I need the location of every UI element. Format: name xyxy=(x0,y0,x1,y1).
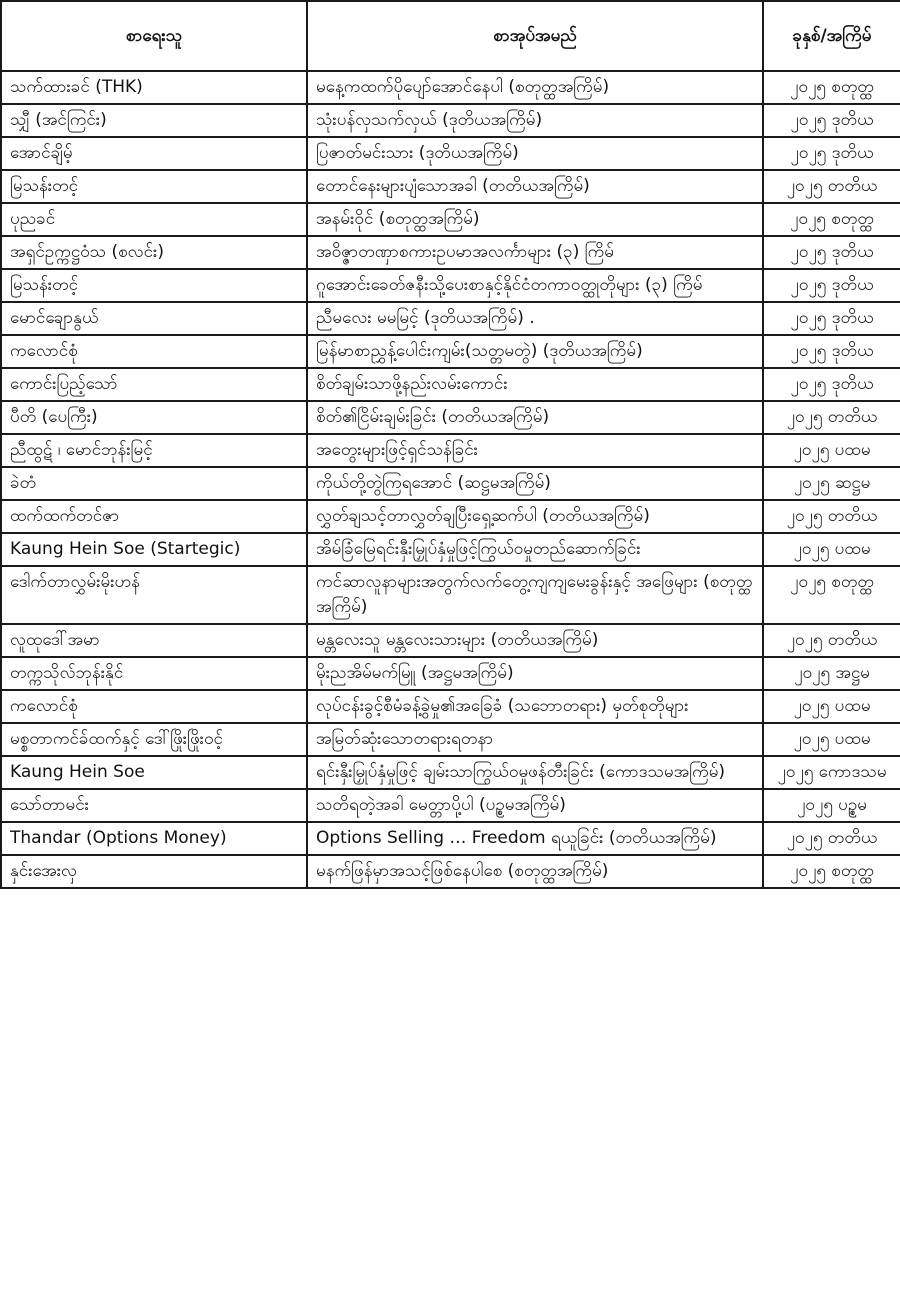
table-row xyxy=(1,302,900,335)
author-cell: အောင်ချိမ့် xyxy=(1,137,307,170)
author-cell: ထက်ထက်တင်ဇာ xyxy=(1,500,307,533)
author-cell: မြသန်းတင့် xyxy=(1,170,307,203)
author-cell: နှင်းအေးလှ xyxy=(1,855,307,888)
title-cell: လုပ်ငန်းခွင့်စီမံခန့်ခွဲမှု၏အခြေခံ (သဘောတရား) မှတ်စုတိုများ xyxy=(307,690,763,723)
table-row xyxy=(1,434,900,467)
author-cell: Thandar (Options Money) xyxy=(1,822,307,855)
year-cell: ၂၀၂၅ ဒုတိယ xyxy=(763,236,900,269)
title-column-header: စာအုပ်အမည် xyxy=(307,1,763,71)
table-row xyxy=(1,467,900,500)
year-cell: ၂၀၂၅ ဒုတိယ xyxy=(763,269,900,302)
title-cell: ကင်ဆာလူနာများအတွက်လက်တွေ့ကျကျမေးခွန်းနှင့် အဖြေများ (စတုတ္ထအကြိမ်) xyxy=(307,566,763,624)
author-cell: ပုညခင် xyxy=(1,203,307,236)
author-column-header: စာရေးသူ xyxy=(1,1,307,71)
author-cell: Kaung Hein Soe (Startegic) xyxy=(1,533,307,566)
title-cell: စိတ်ချမ်းသာဖို့နည်းလမ်းကောင်း xyxy=(307,368,763,401)
year-cell: ၂၀၂၅ ဒုတိယ xyxy=(763,368,900,401)
title-cell: စိတ်၏ငြိမ်းချမ်းခြင်း (တတိယအကြိမ်) xyxy=(307,401,763,434)
year-cell: ၂၀၂၅ ဒုတိယ xyxy=(763,137,900,170)
year-cell: ၂၀၂၅ တတိယ xyxy=(763,401,900,434)
year-cell: ၂၀၂၅ စတုတ္ထ xyxy=(763,203,900,236)
author-cell: ညီထွဋ် ၊ မောင်ဘုန်းမြင့် xyxy=(1,434,307,467)
year-column-header: ခုနှစ်/အကြိမ် xyxy=(763,1,900,71)
author-cell: မစ္စတာကင်ခ်ထက်နှင့် ဒေါ်ဖြိုးဖြိုးဝင့် xyxy=(1,723,307,756)
table-row xyxy=(1,657,900,690)
title-cell: ညီမလေး မမမြင့် (ဒုတိယအကြိမ်) . xyxy=(307,302,763,335)
year-cell: ၂၀၂၅ ဒုတိယ xyxy=(763,302,900,335)
author-cell: ခဲတံ xyxy=(1,467,307,500)
table-row xyxy=(1,170,900,203)
title-cell: အတွေးများဖြင့်ရှင်သန်ခြင်း xyxy=(307,434,763,467)
table-row xyxy=(1,368,900,401)
title-cell: မြန်မာစာညွှန့်ပေါင်းကျမ်း(သတ္တမတွဲ) (ဒုတိယအကြိမ်) xyxy=(307,335,763,368)
year-cell: ၂၀၂၅ ပထမ xyxy=(763,533,900,566)
year-cell: ၂၀၂၅ တတိယ xyxy=(763,170,900,203)
title-cell: သတိရတဲ့အခါ မေတ္တာပို့ပါ (ပဥ္စမအကြိမ်) xyxy=(307,789,763,822)
year-cell: ၂၀၂၅ ပထမ xyxy=(763,434,900,467)
author-cell: Kaung Hein Soe xyxy=(1,756,307,789)
title-cell: ပြဇာတ်မင်းသား (ဒုတိယအကြိမ်) xyxy=(307,137,763,170)
year-cell: ၂၀၂၅ စတုတ္ထ xyxy=(763,71,900,104)
author-cell: ဒေါက်တာလွှမ်းမိုးဟန် xyxy=(1,566,307,624)
title-cell: ရင်းနှီးမြှုပ်နှံမှုဖြင့် ချမ်းသာကြွယ်ဝမှုဖန်တီးခြင်း (ကောဒသမအကြိမ်) xyxy=(307,756,763,789)
author-cell: တက္ကသိုလ်ဘုန်းနိုင် xyxy=(1,657,307,690)
table-row xyxy=(1,855,900,888)
year-cell: ၂၀၂၅ တတိယ xyxy=(763,822,900,855)
table-row xyxy=(1,71,900,104)
author-cell: သျှီ (အင်ကြင်း) xyxy=(1,104,307,137)
title-cell: မန္တလေးသူ မန္တလေးသားများ (တတိယအကြိမ်) xyxy=(307,624,763,657)
year-cell: ၂၀၂၅ ပထမ xyxy=(763,690,900,723)
table-body xyxy=(1,71,900,888)
title-cell: အိမ်ခြံမြေရင်းနှီးမြှုပ်နှံမှုဖြင့်ကြွယ်ဝမှုတည်ဆောက်ခြင်း xyxy=(307,533,763,566)
year-cell: ၂၀၂၅ ပထမ xyxy=(763,723,900,756)
title-cell: ဂူအောင်းခေတ်ဇနီးသို့ပေးစာနှင့်နိုင်ငံတကာဝတ္ထုတိုများ (၃) ကြိမ် xyxy=(307,269,763,302)
year-cell: ၂၀၂၅ ဒုတိယ xyxy=(763,335,900,368)
author-cell: မောင်ချောနွယ် xyxy=(1,302,307,335)
year-cell: ၂၀၂၅ အဋ္ဌမ xyxy=(763,657,900,690)
year-cell: ၂၀၂၅ ပဥ္စမ xyxy=(763,789,900,822)
table-header xyxy=(1,1,900,71)
table-row xyxy=(1,756,900,789)
header-row xyxy=(1,1,900,71)
author-cell: ကလောင်စုံ xyxy=(1,690,307,723)
title-cell: လွှတ်ချသင့်တာလွှတ်ချပြီးရှေ့ဆက်ပါ (တတိယအကြိမ်) xyxy=(307,500,763,533)
table-row xyxy=(1,203,900,236)
title-cell: တောင်နေးများပျံသောအခါ (တတိယအကြိမ်) xyxy=(307,170,763,203)
title-cell: သုံးပန်လှသက်လှယ် (ဒုတိယအကြိမ်) xyxy=(307,104,763,137)
title-cell: အမြတ်ဆုံးသောတရားရတနာ xyxy=(307,723,763,756)
author-cell: လူထုဒေါ်အမာ xyxy=(1,624,307,657)
table-row xyxy=(1,269,900,302)
year-cell: ၂၀၂၅ တတိယ xyxy=(763,624,900,657)
author-cell: ကလောင်စုံ xyxy=(1,335,307,368)
table-row xyxy=(1,236,900,269)
table-row xyxy=(1,104,900,137)
title-cell: မနက်ဖြန်မှာအသင့်ဖြစ်နေပါစေ (စတုတ္ထအကြိမ်) xyxy=(307,855,763,888)
author-cell: ကောင်းပြည့်သော် xyxy=(1,368,307,401)
author-cell: သက်ထားခင် (THK) xyxy=(1,71,307,104)
table-row xyxy=(1,690,900,723)
title-cell: Options Selling … Freedom ရယူခြင်း (တတိယအကြိမ်) xyxy=(307,822,763,855)
table-row xyxy=(1,624,900,657)
title-cell: အဝိဇ္ဇာတဏှာစကားဥပမာအလင်္ကာများ (၃) ကြိမ် xyxy=(307,236,763,269)
year-cell: ၂၀၂၅ ဆဋ္ဌမ xyxy=(763,467,900,500)
table-row xyxy=(1,401,900,434)
table-row xyxy=(1,822,900,855)
table-row xyxy=(1,137,900,170)
author-cell: ပီတိ (ပေကြီး) xyxy=(1,401,307,434)
table-row xyxy=(1,723,900,756)
table-row xyxy=(1,566,900,624)
year-cell: ၂၀၂၅ ကောဒသမ xyxy=(763,756,900,789)
year-cell: ၂၀၂၅ ဒုတိယ xyxy=(763,104,900,137)
author-cell: မြသန်းတင့် xyxy=(1,269,307,302)
year-cell: ၂၀၂၅ စတုတ္ထ xyxy=(763,855,900,888)
year-cell: ၂၀၂၅ စတုတ္ထ xyxy=(763,566,900,624)
table-row xyxy=(1,533,900,566)
table-row xyxy=(1,335,900,368)
table-row xyxy=(1,500,900,533)
author-cell: သော်တာမင်း xyxy=(1,789,307,822)
title-cell: ကိုယ်တို့တွဲကြရအောင် (ဆဋ္ဌမအကြိမ်) xyxy=(307,467,763,500)
title-cell: မနေ့ကထက်ပိုပျော်အောင်နေပါ (စတုတ္ထအကြိမ်) xyxy=(307,71,763,104)
author-cell: အရှင်ဥက္ကဋ္ဌဝံသ (စလင်း) xyxy=(1,236,307,269)
table-row xyxy=(1,789,900,822)
year-cell: ၂၀၂၅ တတိယ xyxy=(763,500,900,533)
title-cell: မိုးညအိမ်မက်မြူ (အဋ္ဌမအကြိမ်) xyxy=(307,657,763,690)
title-cell: အနမ်းဝိုင် (စတုတ္ထအကြိမ်) xyxy=(307,203,763,236)
